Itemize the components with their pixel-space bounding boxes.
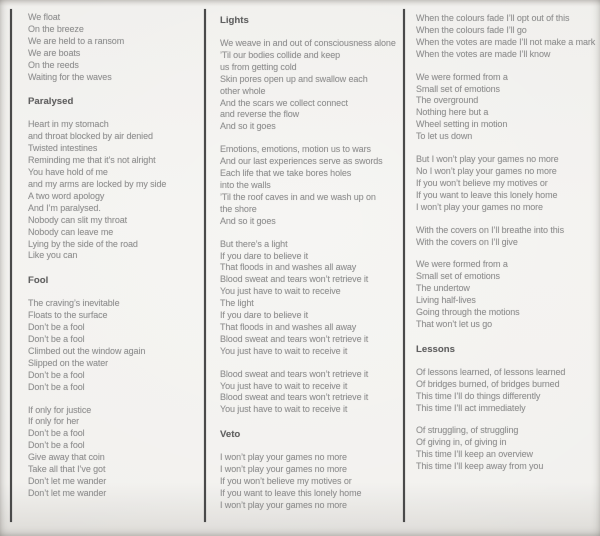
lyric-line: That floods in and washes all away (220, 321, 357, 332)
lyric-line: We are held to a ransom (28, 35, 125, 46)
lyric-line: If you want to leave this lonely home (416, 189, 558, 200)
lyric-line: You just have to wait to receive it (220, 345, 348, 356)
lyric-line: Living half-lives (416, 295, 476, 306)
lyrics-column-2 (204, 9, 401, 523)
lyric-line: Take all that I’ve got (28, 464, 106, 475)
lyric-line: If you want to leave this lonely home (220, 488, 362, 498)
lyric-line: Heart in my stomach (28, 119, 109, 130)
lyric-line: If you dare to believe it (220, 310, 309, 321)
lyric-line: us from getting cold (220, 61, 297, 72)
lyric-line: On the breeze (28, 23, 84, 34)
lyric-line: This time I’ll keep away from you (416, 461, 544, 472)
lyric-line: You have hold of me (28, 167, 108, 178)
lyric-line: If only for her (28, 416, 80, 427)
lyric-line: We weave in and out of consciousness alone (220, 38, 396, 48)
lyric-line: Don’t let me wander (28, 476, 107, 486)
lyric-line: Of lessons learned, of lessons learned (416, 366, 566, 377)
lyric-line: No I won’t play your games no more (416, 165, 557, 176)
lyric-line: This time I’ll act immediately (416, 402, 526, 413)
lyric-line: The undertow (416, 283, 470, 294)
lyric-line: Slipped on the water (28, 357, 109, 368)
song-title: Paralysed (28, 96, 74, 108)
lyric-line: Don’t be a fool (28, 440, 85, 451)
lyric-line: Like you can (28, 250, 78, 261)
lyric-line: That won’t let us go (416, 318, 493, 329)
lyric-line: If you won’t believe my motives or (416, 177, 548, 188)
lyric-line: ’Til our bodies collide and keep (220, 49, 341, 60)
lyric-line: I won’t play your games no more (220, 499, 347, 510)
stanza (220, 144, 401, 227)
lyric-line: And so it goes (220, 121, 276, 132)
stanza (28, 12, 202, 83)
lyric-line: You just have to wait to receive it (220, 380, 348, 391)
stanza (416, 72, 598, 143)
lyric-line: Small set of emotions (416, 83, 500, 94)
lyric-line: Wheel setting in motion (416, 119, 508, 130)
lyric-line: You just have to wait to receive (220, 286, 341, 297)
lyric-line: Blood sweat and tears won’t retrieve it (220, 392, 369, 403)
lyric-line: Don’t let me wander (28, 487, 107, 498)
lyric-line: And so it goes (220, 215, 276, 226)
column-rule (10, 9, 12, 522)
lyric-line: If you won’t believe my motives or (220, 476, 352, 487)
lyric-line: The overground (416, 95, 479, 106)
lyric-line: With the covers on I’ll breathe into this (416, 224, 564, 235)
song-title: Veto (220, 429, 241, 441)
lyric-line: But there’s a light (220, 238, 288, 249)
lyric-line: We were formed from a (416, 259, 508, 270)
lyric-line: and my arms are locked by my side (28, 178, 167, 189)
lyric-line: Don’t be a fool (28, 381, 85, 392)
lyric-line: Blood sweat and tears won’t retrieve it (220, 274, 369, 285)
lyric-line: Blood sweat and tears won’t retrieve it (220, 368, 369, 379)
lyric-line: Reminding me that it’s not alright (28, 155, 156, 166)
lyric-line: Skin pores open up and swallow each (220, 73, 368, 84)
lyric-line: When the votes are made I’ll not make a mark (416, 36, 596, 47)
lyric-line: This time I’ll keep an overview (416, 449, 533, 460)
lyric-line: other whole (220, 85, 266, 96)
lyric-line: The craving’s inevitable (28, 298, 120, 309)
stanza (28, 119, 202, 262)
lyric-line: And the scars we collect connect (220, 97, 348, 108)
lyric-line: If only for justice (28, 404, 92, 415)
lyric-line: On the reeds (28, 59, 79, 70)
stanza (416, 154, 598, 214)
lyric-line: When the votes are made I’ll know (416, 48, 551, 59)
lyric-line: Of bridges burned, of bridges burned (416, 378, 560, 389)
lyric-line: and throat blocked by air denied (28, 131, 153, 142)
stanza (220, 239, 401, 358)
lyric-line: Emotions, emotions, motion us to wars (220, 144, 371, 155)
lyric-line: Don’t be a fool (28, 428, 85, 439)
lyric-line: Twisted intestines (28, 143, 98, 154)
lyric-line: Waiting for the waves (28, 71, 112, 82)
stanza (416, 13, 598, 61)
stanza (416, 425, 598, 473)
lyric-line: Give away that coin (28, 452, 105, 463)
stanza (416, 259, 598, 330)
stanza (416, 367, 598, 415)
lyric-line: The light (220, 298, 254, 309)
column-content (10, 9, 202, 500)
lyric-line: Each life that we take bores holes (220, 168, 352, 179)
lyrics-column-3 (403, 9, 598, 523)
song-title: Lessons (416, 343, 455, 355)
lyric-line: Going through the motions (416, 307, 520, 318)
lyric-line: Don’t be a fool (28, 369, 85, 380)
column-content (403, 9, 598, 473)
lyric-line: and reverse the flow (220, 109, 300, 120)
lyric-line: And I’m paralysed. (28, 202, 101, 213)
lyric-line: I won’t play your games no more (220, 452, 347, 463)
lyric-line: With the covers on I’ll give (416, 236, 518, 247)
column-content (204, 15, 401, 512)
stanza (28, 405, 202, 500)
lyric-line: the shore (220, 203, 257, 214)
lyric-line: Don’t be a fool (28, 334, 85, 345)
lyric-line: We were formed from a (416, 71, 508, 82)
stanza (416, 225, 598, 249)
lyric-line: Blood sweat and tears won’t retrieve it (220, 333, 369, 344)
lyric-line: Floats to the surface (28, 310, 108, 321)
lyric-line: Climbed out the window again (28, 345, 146, 356)
song-title: Fool (28, 275, 49, 287)
lyrics-column-1 (10, 9, 202, 523)
lyric-line: And our last experiences serve as swords (220, 156, 383, 167)
stanza (220, 38, 401, 133)
lyric-line: Nothing here but a (416, 107, 489, 118)
lyric-line: Don’t be a fool (28, 322, 85, 333)
lyric-line: You just have to wait to receive it (220, 404, 348, 415)
column-rule (403, 9, 405, 522)
column-rule (204, 9, 206, 522)
stanza (220, 452, 401, 512)
lyric-line: When the colours fade I’ll go (416, 24, 527, 35)
lyric-line: Nobody can slit my throat (28, 214, 128, 225)
lyric-line: I won’t play your games no more (220, 464, 347, 475)
lyric-line: But I won’t play your games no more (416, 154, 559, 165)
lyric-line: When the colours fade I’ll opt out of this (416, 13, 570, 23)
lyric-line: This time I’ll do things differently (416, 390, 541, 401)
lyric-line: We are boats (28, 47, 81, 58)
lyric-line: ’Til the roof caves in and we wash up on (220, 191, 376, 202)
lyric-line: Of struggling, of struggling (416, 425, 519, 436)
song-title: Lights (220, 15, 249, 26)
lyric-line: A two word apology (28, 190, 105, 201)
lyric-line: Small set of emotions (416, 271, 500, 282)
lyric-line: I won’t play your games no more (416, 201, 543, 212)
stanza (220, 369, 401, 417)
lyric-line: To let us down (416, 131, 473, 142)
lyric-line: We float (28, 12, 61, 22)
lyric-line: If you dare to believe it (220, 250, 309, 261)
lyric-line: Lying by the side of the road (28, 238, 138, 249)
lyric-line: into the walls (220, 179, 271, 190)
lyric-line: That floods in and washes all away (220, 262, 357, 273)
lyric-line: Nobody can leave me (28, 226, 114, 237)
stanza (28, 298, 202, 393)
lyric-line: Of giving in, of giving in (416, 437, 507, 448)
